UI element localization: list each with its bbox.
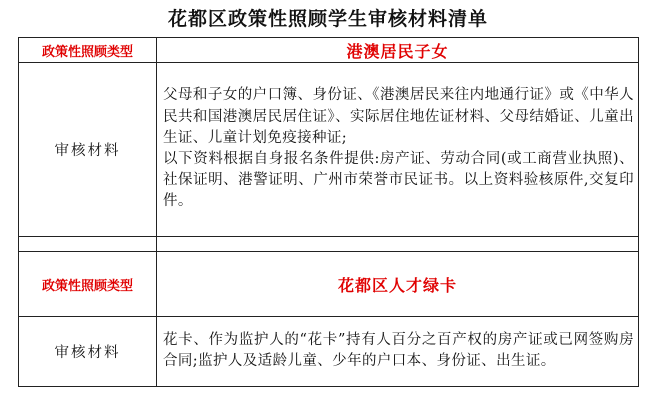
section-1-type-row (19, 38, 639, 63)
section-2-type-label: 政策性照顾类型 (19, 252, 157, 317)
section-1-materials-label: 审核材料 (19, 63, 157, 237)
section-2-materials-label: 审核材料 (19, 317, 157, 387)
spacer-cell (19, 237, 157, 252)
section-2-type-value: 花都区人才绿卡 (157, 252, 639, 317)
section-2-materials-paragraph: 花卡、作为监护人的“花卡”持有人百分之百产权的房产证或已网签购房合同;监护人及适龄儿童、少年的户口本、身份证、出生证。 (163, 331, 634, 369)
section-2-materials-row (19, 317, 639, 387)
spacer-row (19, 237, 639, 252)
section-1-type-label: 政策性照顾类型 (19, 38, 157, 63)
section-1-type-value: 港澳居民子女 (157, 38, 639, 63)
section-1-materials-paragraph: 父母和子女的户口簿、身份证、《港澳居民来往内地通行证》或《中华人民共和国港澳居民居住证》、实际居住地佐证材料、父母结婚证、儿童出生证、儿童计划免疫接种证; (163, 87, 634, 146)
section-2-materials-content (157, 317, 639, 387)
materials-table (18, 37, 639, 387)
section-1-materials-content (157, 63, 639, 237)
section-1-materials-row (19, 63, 639, 237)
spacer-cell (157, 237, 639, 252)
section-1-materials-paragraph: 以下资料根据自身报名条件提供:房产证、劳动合同(或工商营业执照)、社保证明、港警证明、广州市荣誉市民证书。以上资料验核原件,交复印件。 (163, 151, 634, 210)
section-2-type-row (19, 252, 639, 317)
document-title: 花都区政策性照顾学生审核材料清单 (167, 8, 488, 30)
